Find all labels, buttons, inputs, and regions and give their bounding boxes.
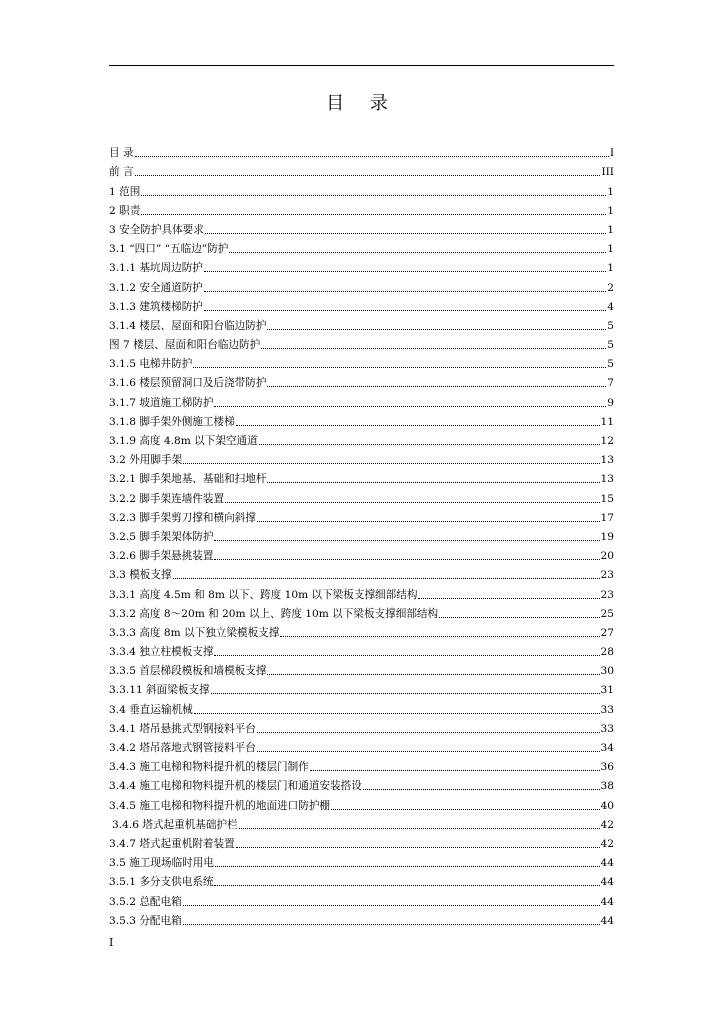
toc-leader-dots	[236, 425, 600, 426]
toc-entry[interactable]	[109, 890, 614, 909]
toc-entry-label: 3.1.5 电梯井防护	[109, 358, 193, 371]
toc-entry-label: 3.4 垂直运输机械	[109, 703, 193, 716]
toc-entry-label: 3.4.6 塔式起重机基础护栏	[112, 818, 238, 831]
toc-entry-label: 3 安全防护具体要求	[109, 223, 204, 236]
toc-entry[interactable]	[109, 296, 614, 315]
toc-entry-label: 3.1.4 楼层、屋面和阳台临边防护	[109, 319, 267, 332]
toc-entry-page: 33	[600, 703, 614, 716]
toc-entry[interactable]	[109, 238, 614, 257]
toc-entry-page: 28	[600, 646, 614, 659]
toc-entry-label: 图 7 楼层、屋面和阳台临边防护	[109, 339, 261, 352]
toc-entry-page: 42	[600, 837, 614, 850]
toc-entry-label: 1 范围	[109, 185, 141, 198]
toc-entry-page: 1	[607, 185, 614, 198]
toc-entry-page: 1	[607, 243, 614, 256]
toc-entry-page: 15	[600, 492, 614, 505]
toc-entry-label: 3.1.6 楼层预留洞口及后浇带防护	[109, 377, 267, 390]
toc-leader-dots	[214, 406, 606, 407]
toc-entry[interactable]	[109, 411, 614, 430]
toc-entry[interactable]	[109, 391, 614, 410]
toc-entry-page: 23	[600, 588, 614, 601]
toc-leader-dots	[229, 252, 606, 253]
toc-leader-dots	[204, 271, 606, 272]
toc-entry-label: 3.2 外用脚手架	[109, 454, 183, 467]
toc-entry-label: 3.5.2 总配电箱	[109, 895, 182, 908]
toc-entry[interactable]	[109, 200, 614, 219]
toc-entry-label: 3.2.3 脚手架剪刀撑和横向斜撑	[109, 511, 256, 524]
table-of-contents	[109, 142, 614, 929]
toc-leader-dots	[141, 214, 606, 215]
toc-leader-dots	[225, 502, 599, 503]
toc-entry-page: III	[601, 166, 614, 179]
toc-leader-dots	[363, 789, 600, 790]
toc-entry[interactable]	[109, 775, 614, 794]
footer-page-number: I	[109, 936, 114, 949]
toc-leader-dots	[331, 809, 600, 810]
toc-entry[interactable]	[109, 756, 614, 775]
toc-leader-dots	[267, 329, 606, 330]
toc-entry-label: 3.1.2 安全通道防护	[109, 281, 203, 294]
toc-leader-dots	[135, 156, 609, 157]
toc-leader-dots	[261, 348, 606, 349]
toc-entry-label: 3.3.1 高度 4.5m 和 8m 以下、跨度 10m 以下梁板支撑细部结构	[109, 588, 418, 601]
toc-leader-dots	[214, 885, 599, 886]
toc-entry-label: 3.1 “四口” “五临边”防护	[109, 243, 229, 256]
toc-entry[interactable]	[109, 372, 614, 391]
page-title: 目 录	[326, 93, 398, 114]
toc-entry[interactable]	[109, 353, 614, 372]
toc-leader-dots	[257, 751, 600, 752]
toc-entry[interactable]	[109, 794, 614, 813]
toc-entry-page: 5	[607, 319, 614, 332]
toc-entry-label: 2 职责	[109, 204, 141, 217]
toc-entry[interactable]	[109, 622, 614, 641]
toc-entry-label: 3.2.5 脚手架架体防护	[109, 530, 214, 543]
toc-entry-page: 5	[607, 339, 614, 352]
toc-entry[interactable]	[109, 641, 614, 660]
toc-leader-dots	[204, 310, 606, 311]
toc-entry[interactable]	[109, 852, 614, 871]
toc-leader-dots	[193, 367, 606, 368]
toc-leader-dots	[280, 636, 599, 637]
toc-entry[interactable]	[109, 814, 614, 833]
toc-entry-label: 3.3 模板支撑	[109, 569, 172, 582]
toc-entry-page: I	[609, 147, 614, 160]
toc-entry-label: 3.3.5 首层梯段模板和墙模板支撑	[109, 665, 267, 678]
toc-entry-label: 3.4.2 塔吊落地式钢管接料平台	[109, 742, 256, 754]
toc-entry-label: 3.4.7 塔式起重机附着装置	[109, 837, 235, 850]
toc-entry-page: 13	[600, 454, 614, 467]
toc-entry-label: 3.2.6 脚手架悬挑装置	[109, 550, 214, 563]
toc-leader-dots	[183, 463, 599, 464]
toc-entry-label: 3.2.1 脚手架地基、基础和扫地杆	[109, 473, 267, 486]
toc-leader-dots	[135, 175, 601, 176]
toc-leader-dots	[214, 655, 599, 656]
toc-leader-dots	[183, 905, 600, 906]
toc-entry-label: 3.3.11 斜面梁板支撑	[109, 684, 210, 697]
toc-entry-label: 3.3.3 高度 8m 以下独立梁模板支撑	[109, 626, 280, 639]
toc-entry-label: 前 言	[109, 166, 134, 179]
toc-entry-label: 3.3.2 高度 8～20m 和 20m 以上、跨度 10m 以下梁板支撑细部结构	[109, 607, 439, 620]
toc-entry-label: 3.4.4 施工电梯和物料提升机的楼层门和通道安装搭设	[109, 780, 362, 793]
toc-entry-page: 44	[600, 895, 614, 908]
toc-leader-dots	[236, 847, 600, 848]
toc-entry-page: 17	[600, 511, 614, 524]
toc-entry-page: 4	[607, 300, 614, 313]
toc-entry-page: 30	[600, 665, 614, 678]
toc-entry-page: 19	[600, 530, 614, 543]
toc-entry[interactable]	[109, 449, 614, 468]
toc-leader-dots	[204, 291, 606, 292]
header-rule	[109, 65, 614, 66]
toc-entry-page: 40	[600, 799, 614, 812]
toc-entry[interactable]	[109, 545, 614, 564]
toc-entry[interactable]	[109, 180, 614, 199]
toc-entry-page: 31	[600, 684, 614, 697]
toc-entry-page: 1	[607, 262, 614, 275]
toc-entry[interactable]	[109, 833, 614, 852]
toc-entry[interactable]	[109, 430, 614, 449]
toc-entry-page: 44	[600, 876, 614, 889]
toc-entry-label: 3.1.9 高度 4.8m 以下架空通道	[109, 435, 258, 447]
toc-entry-page: 2	[607, 281, 614, 294]
toc-leader-dots	[239, 828, 600, 829]
toc-entry[interactable]	[109, 334, 614, 353]
toc-leader-dots	[310, 770, 600, 771]
toc-entry[interactable]	[109, 871, 614, 890]
toc-entry[interactable]	[109, 507, 614, 526]
toc-entry-page: 34	[600, 742, 614, 754]
toc-leader-dots	[257, 732, 600, 733]
toc-entry-label: 3.3.4 独立柱模板支撑	[109, 646, 214, 659]
toc-entry-page: 20	[600, 550, 614, 563]
toc-entry-page: 44	[600, 857, 614, 870]
toc-entry[interactable]	[109, 679, 614, 698]
toc-entry[interactable]	[109, 564, 614, 583]
toc-entry-label: 3.4.5 施工电梯和物料提升机的地面进口防护棚	[109, 799, 331, 812]
toc-entry[interactable]	[109, 583, 614, 602]
toc-entry-label: 3.4.1 塔吊悬挑式型钢接料平台	[109, 722, 256, 735]
toc-entry[interactable]	[109, 603, 614, 622]
toc-entry-page: 13	[600, 473, 614, 486]
toc-entry[interactable]	[109, 487, 614, 506]
toc-entry[interactable]	[109, 315, 614, 334]
toc-entry-label: 3.2.2 脚手架连墙件装置	[109, 492, 225, 505]
toc-entry-page: 33	[600, 722, 614, 735]
toc-entry-page: 42	[600, 818, 614, 831]
toc-entry-label: 3.5.3 分配电箱	[109, 914, 182, 927]
toc-entry[interactable]	[109, 698, 614, 717]
toc-entry-page: 7	[607, 377, 614, 390]
toc-entry-label: 3.1.7 坡道施工梯防护	[109, 396, 214, 409]
toc-entry-page: 9	[607, 396, 614, 409]
toc-leader-dots	[257, 521, 600, 522]
toc-entry-page: 38	[600, 780, 614, 793]
toc-leader-dots	[267, 674, 599, 675]
toc-entry[interactable]	[109, 910, 614, 929]
toc-entry[interactable]	[109, 276, 614, 295]
toc-entry-page: 44	[600, 914, 614, 927]
toc-entry[interactable]	[109, 161, 614, 180]
toc-entry-page: 12	[600, 435, 614, 447]
toc-leader-dots	[205, 233, 606, 234]
toc-leader-dots	[418, 598, 599, 599]
toc-leader-dots	[439, 617, 599, 618]
toc-leader-dots	[259, 444, 600, 445]
toc-leader-dots	[211, 693, 600, 694]
toc-leader-dots	[267, 386, 606, 387]
toc-entry[interactable]	[109, 526, 614, 545]
toc-entry-page: 23	[600, 569, 614, 582]
toc-entry[interactable]	[109, 737, 614, 756]
toc-entry-page: 1	[607, 223, 614, 236]
toc-entry-label: 3.1.1 基坑周边防护	[109, 262, 203, 275]
toc-entry-page: 5	[607, 358, 614, 371]
toc-leader-dots	[173, 578, 600, 579]
toc-entry-page: 25	[600, 607, 614, 620]
toc-entry[interactable]	[109, 660, 614, 679]
toc-entry-page: 36	[600, 761, 614, 774]
toc-entry-label: 3.1.3 建筑楼梯防护	[109, 300, 203, 313]
toc-entry[interactable]	[109, 219, 614, 238]
toc-entry[interactable]	[109, 468, 614, 487]
toc-entry[interactable]	[109, 142, 614, 161]
toc-entry-label: 3.1.8 脚手架外侧施工楼梯	[109, 415, 235, 428]
toc-leader-dots	[194, 713, 600, 714]
toc-entry-page: 1	[607, 204, 614, 217]
toc-leader-dots	[215, 866, 600, 867]
toc-leader-dots	[214, 559, 599, 560]
toc-entry[interactable]	[109, 718, 614, 737]
toc-leader-dots	[141, 195, 606, 196]
toc-leader-dots	[214, 540, 599, 541]
toc-entry[interactable]	[109, 257, 614, 276]
toc-entry-label: 3.5 施工现场临时用电	[109, 857, 214, 870]
toc-entry-label: 目 录	[109, 147, 134, 160]
toc-entry-page: 27	[600, 626, 614, 639]
toc-entry-label: 3.5.1 多分支供电系统	[109, 876, 214, 889]
toc-entry-label: 3.4.3 施工电梯和物料提升机的楼层门制作	[109, 761, 309, 774]
toc-leader-dots	[267, 482, 599, 483]
toc-leader-dots	[183, 924, 600, 925]
toc-entry-page: 11	[600, 415, 614, 428]
